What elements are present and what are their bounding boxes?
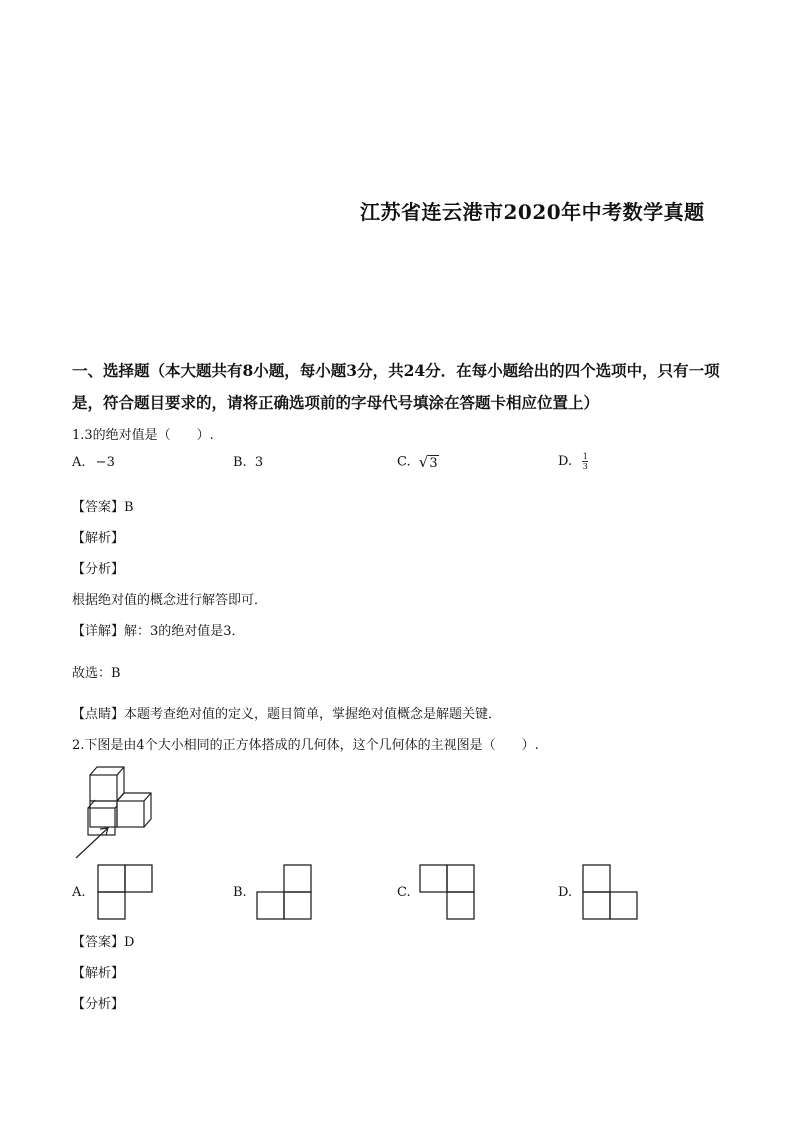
option-a-value: −3 — [95, 455, 115, 470]
q2-fenxi: 【分析】 — [72, 997, 125, 1012]
option-a-label: A. — [72, 455, 86, 470]
q2-option-d-label: D. — [558, 885, 573, 900]
q1-choose: 故选：B — [72, 666, 121, 681]
page-title: 江苏省连云港市2020年中考数学真题 — [360, 200, 705, 224]
option-d-label: D. — [558, 454, 573, 469]
q1-option-a — [72, 455, 115, 470]
q1-detail: 【详解】解：3的绝对值是3． — [72, 624, 245, 639]
q2-option-a-label: A. — [72, 885, 86, 900]
section-heading: 一、选择题（本大题共有8小题，每小题3分，共24分．在每小题给出的四个选项中，只有一项是，符合题目要求的，请将正确选项前的字母代号填涂在答题卡相应位置上） — [72, 361, 720, 412]
q2-option-b-view — [256, 864, 312, 920]
sqrt-sign-icon: √ — [418, 453, 429, 471]
q1-jiexi: 【解析】 — [72, 531, 125, 546]
q2-option-c-view — [419, 864, 475, 920]
q1-option-b — [233, 455, 263, 470]
q1-analysis-text: 根据绝对值的概念进行解答即可． — [72, 593, 268, 608]
q2-jiexi: 【解析】 — [72, 966, 125, 981]
fraction-numerator: 1 — [582, 452, 588, 461]
q1-fenxi: 【分析】 — [72, 562, 125, 577]
q2-option-d-view — [582, 864, 638, 920]
option-b-value: 3 — [254, 455, 264, 470]
fraction-denominator: 3 — [582, 462, 588, 471]
q2-option-c-label: C. — [397, 885, 411, 900]
q1-answer: 【答案】B — [72, 500, 134, 515]
option-c-label: C. — [397, 454, 411, 470]
option-d-fraction — [582, 452, 588, 471]
q2-option-a-view — [97, 864, 153, 920]
q2-answer: 【答案】D — [72, 935, 135, 950]
q1-option-c — [397, 453, 439, 471]
option-c-value: 3 — [429, 456, 438, 471]
cube-figure — [70, 762, 170, 862]
q1-comment: 【点睛】本题考查绝对值的定义，题目简单，掌握绝对值概念是解题关键． — [72, 707, 502, 722]
option-b-label: B. — [233, 455, 247, 470]
sqrt-expression — [419, 453, 439, 471]
question-2-stem: 2.下图是由4个大小相同的正方体搭成的几何体，这个几何体的主视图是（ ）. — [72, 738, 539, 753]
q2-option-b-label: B. — [233, 885, 247, 900]
question-1-stem: 1.3的绝对值是（ ）. — [72, 428, 214, 443]
q1-option-d — [558, 452, 588, 471]
